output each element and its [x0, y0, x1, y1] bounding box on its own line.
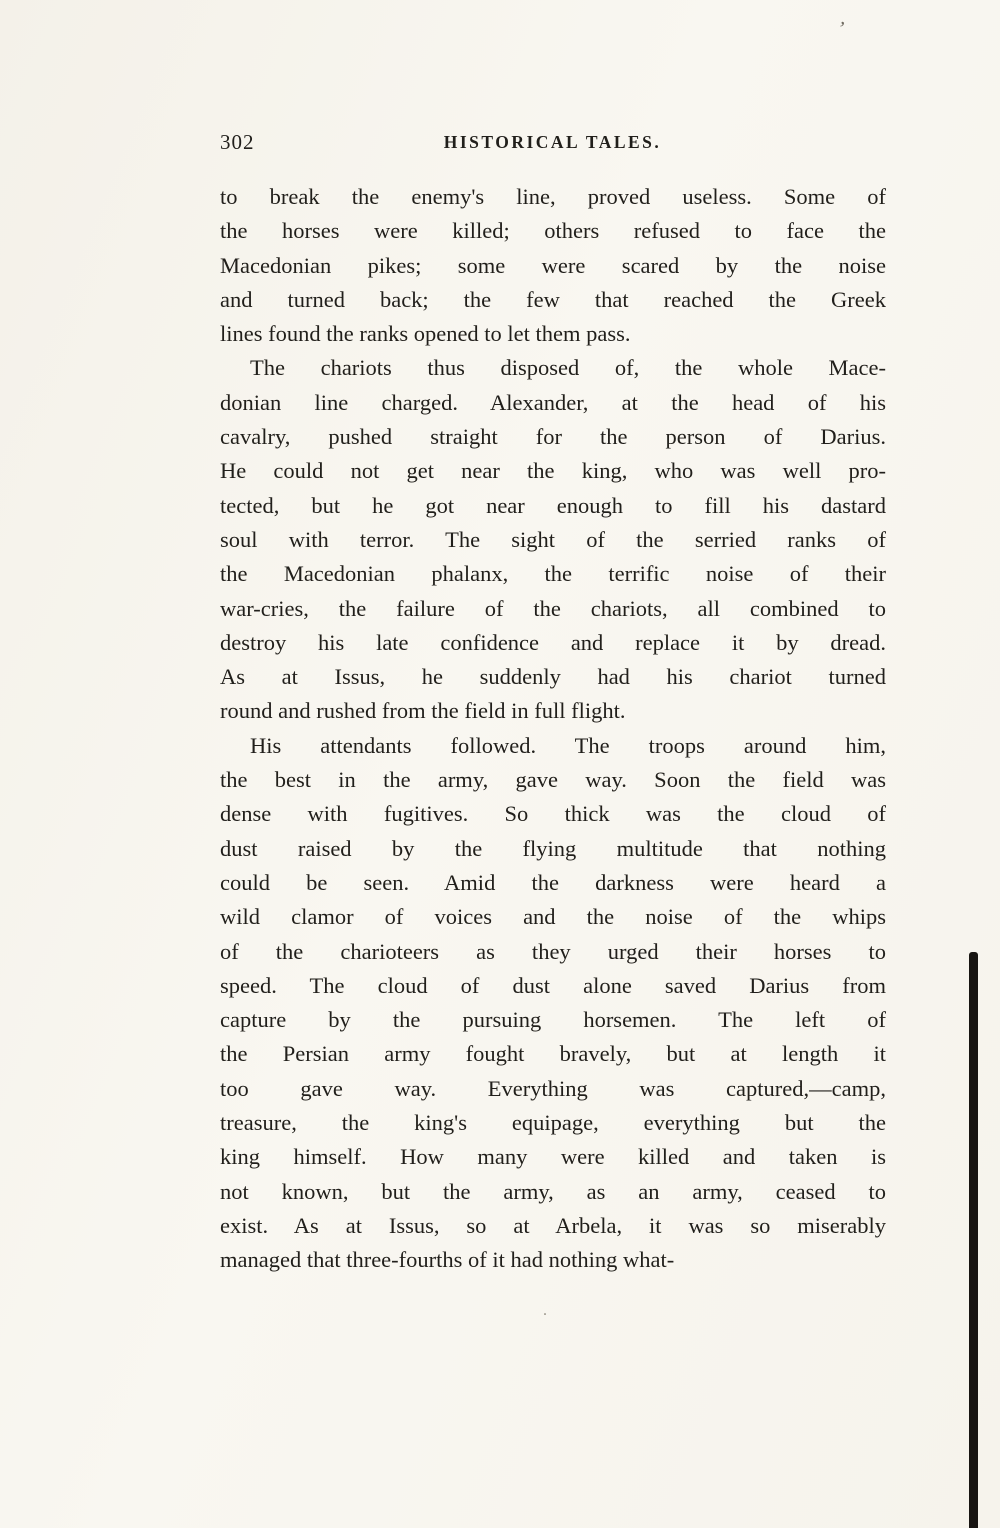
- text-line: managed that three-fourths of it had nothing what-: [220, 1247, 675, 1273]
- scan-speckle-icon: ’: [835, 17, 847, 41]
- text-line: the best in the army, gave way. Soon the field was: [220, 767, 886, 793]
- text-line: exist. As at Issus, so at Arbela, it was so miserably: [220, 1212, 886, 1238]
- page-number: 302: [220, 130, 255, 154]
- text-line: Macedonian pikes; some were scared by the noise: [220, 252, 886, 278]
- text-line: cavalry, pushed straight for the person of Darius.: [220, 424, 886, 450]
- text-line: dust raised by the flying multitude that nothing: [220, 835, 886, 861]
- text-line: He could not get near the king, who was well pro-: [220, 458, 886, 484]
- paragraph: [220, 180, 886, 351]
- text-line: tected, but he got near enough to fill his dastard: [220, 492, 886, 518]
- text-line: The chariots thus disposed of, the whole Mace-: [250, 355, 886, 381]
- text-line: could be seen. Amid the darkness were heard a: [220, 869, 886, 895]
- paragraph: [220, 351, 886, 728]
- text-line: not known, but the army, as an army, ceased to: [220, 1178, 886, 1204]
- page-header: [220, 128, 885, 158]
- text-line: the horses were killed; others refused to face the: [220, 218, 886, 244]
- text-line: capture by the pursuing horsemen. The left of: [220, 1007, 886, 1033]
- text-line: the Macedonian phalanx, the terrific noise of their: [220, 561, 886, 587]
- text-line: wild clamor of voices and the noise of the whips: [220, 904, 886, 930]
- text-line: war-cries, the failure of the chariots, all combined to: [220, 595, 886, 621]
- paragraph: [220, 729, 886, 1278]
- scan-speckle-icon: .: [543, 1302, 547, 1319]
- text-line: lines found the ranks opened to let them pass.: [220, 321, 631, 347]
- text-line: king himself. How many were killed and taken is: [220, 1144, 886, 1170]
- scan-artifact-bar: [969, 952, 978, 1528]
- page-text: [220, 180, 886, 1278]
- text-line: As at Issus, he suddenly had his chariot turned: [220, 664, 886, 690]
- running-header: HISTORICAL TALES.: [443, 132, 662, 152]
- text-line: dense with fugitives. So thick was the cloud of: [220, 801, 886, 827]
- text-line: His attendants followed. The troops around him,: [250, 732, 886, 758]
- text-line: the Persian army fought bravely, but at length it: [220, 1041, 886, 1067]
- text-line: treasure, the king's equipage, everything but the: [220, 1110, 886, 1136]
- text-line: donian line charged. Alexander, at the head of his: [220, 389, 886, 415]
- text-line: destroy his late confidence and replace it by dread.: [220, 629, 886, 655]
- text-line: soul with terror. The sight of the serried ranks of: [220, 526, 886, 552]
- text-line: to break the enemy's line, proved useless. Some of: [220, 184, 886, 209]
- text-line: round and rushed from the field in full flight.: [220, 698, 626, 724]
- text-line: speed. The cloud of dust alone saved Darius from: [220, 972, 886, 998]
- text-line: and turned back; the few that reached the Greek: [220, 286, 886, 312]
- text-line: too gave way. Everything was captured,—camp,: [220, 1075, 886, 1101]
- text-line: of the charioteers as they urged their horses to: [220, 938, 886, 964]
